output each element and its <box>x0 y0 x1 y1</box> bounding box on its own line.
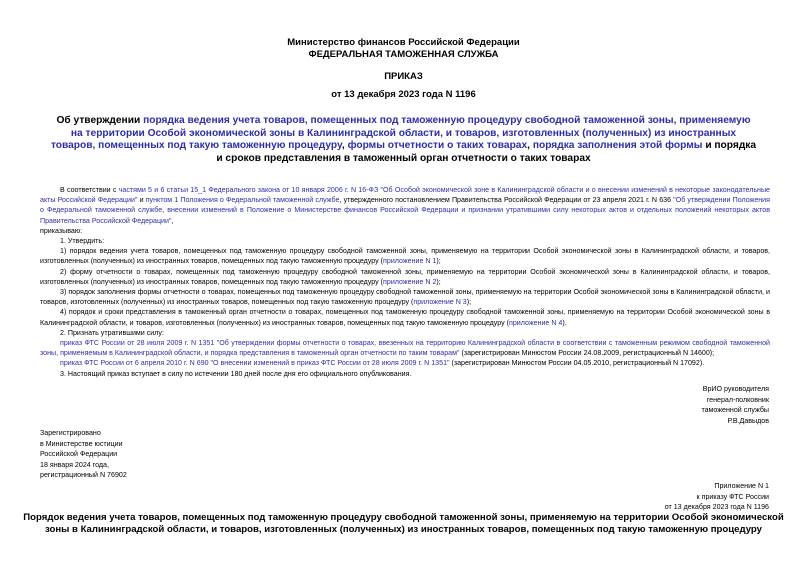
appendix-title: Порядок ведения учета товаров, помещенных под таможенную процедуру свободной таможенной зоны, применяемую на территории Особой экономической зоны в Калининградской области, и товаров, изготовленных (полученных) из иностранных товаров, помещенных под такую таможенную процедуру <box>23 512 784 535</box>
registration-line: Российской Федерации <box>40 450 118 458</box>
text: 4) порядок и сроки представления в таможенный орган отчетности о товарах, помещенных под таможенную процедуру свободной таможенной зоны, применяемую на территории Особой экономической зоны в Калининградской области, и товаров, изготовленных (полученных) из иностранных товаров, помещенных под такую таможенную процедуру ( <box>40 308 770 327</box>
repealed-order-1 <box>40 338 770 358</box>
appendix-date: от 13 декабря 2023 года N 1196 <box>664 503 769 511</box>
text: ); <box>466 298 472 307</box>
text: 2) форму отчетности о товарах, помещенных под таможенную процедуру свободной таможенной зоны, применяемую на территории Особой экономической зоны в Калининградской области, и товаров, изготовленных (полученных) из иностранных товаров, помещенных под такую таможенную процедуру ( <box>40 267 770 286</box>
title-text-end: и порядка и сроков представления в таможенный орган отчетности о таких товарах <box>216 140 757 164</box>
text: В соответствии с <box>60 186 119 194</box>
signer-position: ВрИО руководителя <box>702 385 769 393</box>
title-text: Об утверждении <box>56 115 144 126</box>
appendix-number: Приложение N 1 <box>714 482 769 490</box>
link-federal-law[interactable]: частями 5 и 6 статьи 15_1 Федерального закона от 10 января 2006 г. N 16-ФЗ "Об Особой экономической зоне в Калининградской области и о внесении изменений в некоторые законодательные акты Российской Федерации" <box>40 186 771 205</box>
clause-1-2 <box>40 267 770 287</box>
link-appendix-2[interactable]: приложение N 2 <box>383 277 437 286</box>
signer-service: таможенной службы <box>701 406 769 414</box>
clause-1: 1. Утвердить: <box>60 237 105 246</box>
clause-1-1 <box>40 246 770 266</box>
link-fts-regulation[interactable]: пунктом 1 Положения о Федеральной таможенной службе <box>145 196 340 205</box>
clause-1-4 <box>40 307 770 327</box>
text: ); <box>436 257 441 266</box>
link-appendix-3[interactable]: приложение N 3 <box>413 298 467 307</box>
link-government-decree[interactable]: "Об утверждении Положения о Федеральной таможенной службе, внесении изменений в Положение о Министерстве финансов Российской Федерации и признании утратившими силу некоторых актов и отдельных положений некоторых актов Правительства Российской Федерации" <box>40 196 770 225</box>
signer-name: Р.В.Давыдов <box>727 416 769 425</box>
preamble-paragraph <box>40 185 770 226</box>
title-separator: , <box>527 140 533 152</box>
service-name: ФЕДЕРАЛЬНАЯ ТАМОЖЕННАЯ СЛУЖБА <box>308 49 499 60</box>
text: , утвержденного постановлением Правительства Российской Федерации от 23 апреля 2021 г. N 636 <box>339 196 674 205</box>
text: ); <box>436 277 441 286</box>
link-appendix-1[interactable]: приложение N 1 <box>383 257 437 266</box>
appendix-reference: к приказу ФТС России <box>696 492 769 501</box>
title-link-report-form[interactable]: формы отчетности о таких товарах <box>347 140 528 152</box>
link-order-1351[interactable]: приказ ФТС России от 28 июля 2009 г. N 1351 "Об утверждении формы отчетности о товарах, ввезенных на территорию Калининградской области в соответствии с таможенным режимом свободной таможенной зоны, применяемым в Калининградской области, и порядка представления в таможенный орган отчетности по таким товарам" <box>40 339 770 358</box>
text: ). <box>562 318 567 327</box>
text: 1) порядок ведения учета товаров, помещенных под таможенную процедуру свободной таможенной зоны, применяемую на территории Особой экономической зоны в Калининградской области, и товаров, изготовленных (полученных) из иностранных товаров, помещенных под такую таможенную процедуру ( <box>40 247 770 266</box>
registration-number: регистрационный N 76902 <box>40 471 127 479</box>
order-word: приказываю: <box>40 226 83 235</box>
clause-1-3 <box>40 287 770 307</box>
text: (зарегистрирован Минюстом России 24.08.2009, регистрационный N 14600); <box>459 349 715 358</box>
registration-block <box>40 428 240 481</box>
document-title <box>50 115 757 165</box>
text: 3) порядок заполнения формы отчетности о товарах, помещенных под таможенную процедуру свободной таможенной зоны, применяемую на территории Особой экономической зоны в Калининградской области, и товаров, изготовленных (полученных) из иностранных товаров, помещенных под такую таможенную процедуру ( <box>40 288 770 307</box>
document-date: от 13 декабря 2023 года N 1196 <box>331 89 476 100</box>
text: и <box>137 196 146 205</box>
repealed-order-2 <box>40 358 770 368</box>
link-order-690[interactable]: приказ ФТС России от 6 апреля 2010 г. N 690 "О внесении изменений в приказ ФТС России от 28 июля 2009 г. N 1351" <box>60 359 450 368</box>
registration-line: Зарегистрировано <box>40 429 101 437</box>
title-link-fill-order[interactable]: порядка заполнения этой формы <box>532 140 703 152</box>
text: , <box>171 216 174 225</box>
signature-block <box>639 384 769 426</box>
ministry-name: Министерство финансов Российской Федерации <box>287 37 520 48</box>
clause-2: 2. Признать утратившими силу: <box>60 328 164 337</box>
document-type: ПРИКАЗ <box>384 71 423 82</box>
order-body <box>40 185 770 379</box>
clause-3: 3. Настоящий приказ вступает в силу по истечении 180 дней после дня его официального опубликования. <box>60 369 412 378</box>
signer-rank: генерал-полковник <box>706 395 769 404</box>
registration-line: в Министерстве юстиции <box>40 439 123 448</box>
text: (зарегистрирован Минюстом России 04.05.2010, регистрационный N 17092). <box>449 359 705 368</box>
link-appendix-4[interactable]: приложение N 4 <box>509 318 563 327</box>
title-link-accounting-order[interactable]: порядка ведения учета товаров, помещенных под таможенную процедуру свободной таможенной зоны, применяемую на территории Особой экономической зоны в Калининградской области, и товаров, изготовленных (полученных) из иностранных товаров, помещенных под такую таможенную процедуру <box>50 115 751 152</box>
registration-date: 18 января 2024 года, <box>40 460 109 469</box>
title-separator: , <box>341 140 348 152</box>
appendix-header <box>569 481 769 513</box>
